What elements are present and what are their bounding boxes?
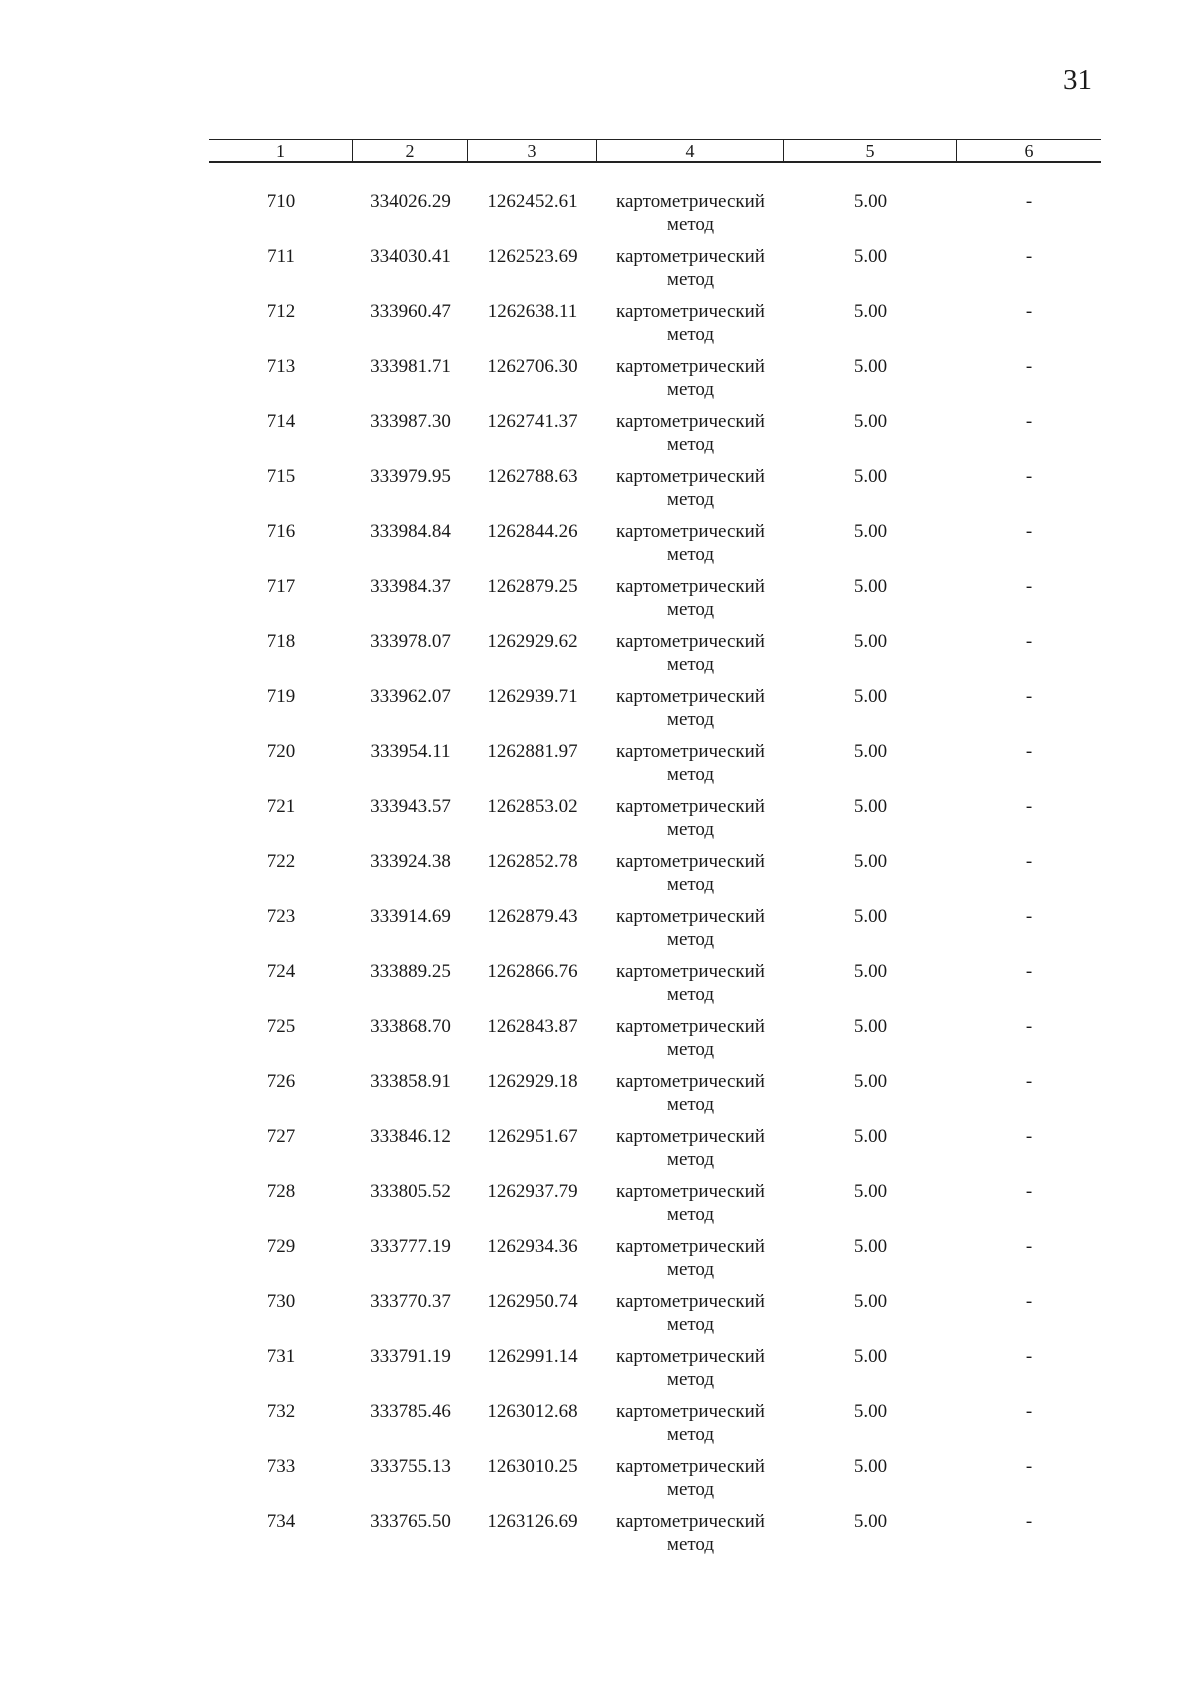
table-row (209, 1125, 1101, 1180)
column-6-value: - (1025, 1016, 1033, 1037)
determination-method: картометрический метод (616, 1181, 765, 1225)
determination-method: картометрический метод (616, 1126, 765, 1170)
header-col-5: 5 (784, 140, 957, 161)
column-6-value: - (1025, 796, 1033, 817)
column-6-value: - (1025, 301, 1033, 322)
column-6-value: - (1025, 1401, 1033, 1422)
table-row (209, 850, 1101, 905)
table-row (209, 960, 1101, 1015)
column-6-value: - (1025, 466, 1033, 487)
coordinate-y: 1263012.68 (487, 1401, 578, 1422)
accuracy-value: 5.00 (853, 741, 888, 762)
determination-method: картометрический метод (616, 191, 765, 235)
point-number: 733 (266, 1456, 296, 1477)
column-6-value: - (1025, 191, 1033, 212)
coordinate-x: 333791.19 (370, 1346, 451, 1367)
accuracy-value: 5.00 (853, 961, 888, 982)
accuracy-value: 5.00 (853, 466, 888, 487)
coordinate-x: 333858.91 (370, 1071, 451, 1092)
coordinate-y: 1262939.71 (487, 686, 578, 707)
coordinate-y: 1262852.78 (487, 851, 578, 872)
table-row (209, 575, 1101, 630)
column-6-value: - (1025, 1511, 1033, 1532)
determination-method: картометрический метод (616, 631, 765, 675)
point-number: 716 (266, 521, 296, 542)
table-row (209, 1070, 1101, 1125)
determination-method: картометрический метод (616, 851, 765, 895)
point-number: 726 (266, 1071, 296, 1092)
table-row (209, 465, 1101, 520)
coordinate-y: 1262452.61 (487, 191, 578, 212)
coordinate-x: 333984.37 (370, 576, 451, 597)
accuracy-value: 5.00 (853, 411, 888, 432)
coordinate-y: 1262879.43 (487, 906, 578, 927)
coordinate-x: 333755.13 (370, 1456, 451, 1477)
determination-method: картометрический метод (616, 906, 765, 950)
accuracy-value: 5.00 (853, 796, 888, 817)
table-row (209, 1180, 1101, 1235)
table-row (209, 740, 1101, 795)
coordinate-x: 333777.19 (370, 1236, 451, 1257)
coordinate-y: 1262638.11 (487, 301, 578, 322)
point-number: 715 (266, 466, 296, 487)
coordinate-y: 1262706.30 (487, 356, 578, 377)
column-6-value: - (1025, 686, 1033, 707)
coordinate-x: 334026.29 (370, 191, 451, 212)
coordinate-y: 1262951.67 (487, 1126, 578, 1147)
coordinate-x: 333987.30 (370, 411, 451, 432)
table-row (209, 300, 1101, 355)
determination-method: картометрический метод (616, 1511, 765, 1555)
column-6-value: - (1025, 741, 1033, 762)
accuracy-value: 5.00 (853, 356, 888, 377)
determination-method: картометрический метод (616, 356, 765, 400)
header-col-6: 6 (1024, 141, 1034, 161)
header-col-4: 4 (597, 140, 784, 161)
point-number: 718 (266, 631, 296, 652)
table-row (209, 245, 1101, 300)
column-6-value: - (1025, 1346, 1033, 1367)
point-number: 722 (266, 851, 296, 872)
column-6-value: - (1025, 1071, 1033, 1092)
coordinate-x: 333943.57 (370, 796, 451, 817)
coordinate-x: 333765.50 (370, 1511, 451, 1532)
coordinate-x: 333805.52 (370, 1181, 451, 1202)
point-number: 732 (266, 1401, 296, 1422)
determination-method: картометрический метод (616, 1401, 765, 1445)
accuracy-value: 5.00 (853, 906, 888, 927)
column-6-value: - (1025, 521, 1033, 542)
coordinate-x: 334030.41 (370, 246, 451, 267)
accuracy-value: 5.00 (853, 1456, 888, 1477)
table-row (209, 190, 1101, 245)
determination-method: картометрический метод (616, 1071, 765, 1115)
table-header (209, 139, 1101, 163)
point-number: 724 (266, 961, 296, 982)
table-row (209, 1400, 1101, 1455)
accuracy-value: 5.00 (853, 1346, 888, 1367)
header-col-1: 1 (209, 140, 353, 161)
point-number: 725 (266, 1016, 296, 1037)
table-row (209, 410, 1101, 465)
column-6-value: - (1025, 1291, 1033, 1312)
table-row (209, 520, 1101, 575)
accuracy-value: 5.00 (853, 1236, 888, 1257)
page-number: 31 (1063, 64, 1092, 96)
coordinate-y: 1262929.18 (487, 1071, 578, 1092)
coordinate-x: 333962.07 (370, 686, 451, 707)
accuracy-value: 5.00 (853, 851, 888, 872)
column-6-value: - (1025, 246, 1033, 267)
point-number: 712 (266, 301, 296, 322)
column-6-value: - (1025, 1181, 1033, 1202)
coordinate-x: 333960.47 (370, 301, 451, 322)
determination-method: картометрический метод (616, 576, 765, 620)
point-number: 720 (266, 741, 296, 762)
coordinate-x: 333785.46 (370, 1401, 451, 1422)
coordinate-y: 1262991.14 (487, 1346, 578, 1367)
point-number: 713 (266, 356, 296, 377)
determination-method: картометрический метод (616, 741, 765, 785)
coordinate-y: 1262929.62 (487, 631, 578, 652)
coordinate-x: 333770.37 (370, 1291, 451, 1312)
coordinate-y: 1263126.69 (487, 1511, 578, 1532)
determination-method: картометрический метод (616, 686, 765, 730)
coordinate-y: 1262881.97 (487, 741, 578, 762)
determination-method: картометрический метод (616, 246, 765, 290)
accuracy-value: 5.00 (853, 576, 888, 597)
point-number: 711 (267, 246, 295, 267)
column-6-value: - (1025, 356, 1033, 377)
coordinate-x: 333979.95 (370, 466, 451, 487)
accuracy-value: 5.00 (853, 246, 888, 267)
determination-method: картометрический метод (616, 961, 765, 1005)
coordinate-y: 1262866.76 (487, 961, 578, 982)
coordinate-x: 333868.70 (370, 1016, 451, 1037)
coordinate-x: 333889.25 (370, 961, 451, 982)
table-row (209, 1290, 1101, 1345)
determination-method: картометрический метод (616, 521, 765, 565)
coordinate-x: 333978.07 (370, 631, 451, 652)
coordinate-y: 1262879.25 (487, 576, 578, 597)
column-6-value: - (1025, 1126, 1033, 1147)
header-col-2: 2 (353, 140, 468, 161)
determination-method: картометрический метод (616, 1016, 765, 1060)
point-number: 710 (266, 191, 296, 212)
determination-method: картометрический метод (616, 1291, 765, 1335)
table-row (209, 1235, 1101, 1290)
accuracy-value: 5.00 (853, 1511, 888, 1532)
coordinate-y: 1262741.37 (487, 411, 578, 432)
coordinate-x: 333924.38 (370, 851, 451, 872)
coordinate-y: 1262934.36 (487, 1236, 578, 1257)
column-6-value: - (1025, 576, 1033, 597)
accuracy-value: 5.00 (853, 1126, 888, 1147)
accuracy-value: 5.00 (853, 1401, 888, 1422)
point-number: 714 (266, 411, 296, 432)
point-number: 719 (266, 686, 296, 707)
table-row (209, 685, 1101, 740)
coordinate-y: 1262788.63 (487, 466, 578, 487)
coordinate-x: 333914.69 (370, 906, 451, 927)
column-6-value: - (1025, 411, 1033, 432)
header-col-3: 3 (468, 140, 597, 161)
column-6-value: - (1025, 631, 1033, 652)
determination-method: картометрический метод (616, 1346, 765, 1390)
column-6-value: - (1025, 906, 1033, 927)
accuracy-value: 5.00 (853, 1071, 888, 1092)
accuracy-value: 5.00 (853, 1016, 888, 1037)
coordinate-x: 333984.84 (370, 521, 451, 542)
accuracy-value: 5.00 (853, 631, 888, 652)
coordinate-y: 1262843.87 (487, 1016, 578, 1037)
coordinate-x: 333954.11 (370, 741, 451, 762)
table-row (209, 905, 1101, 960)
column-6-value: - (1025, 1236, 1033, 1257)
table-row (209, 1510, 1101, 1565)
accuracy-value: 5.00 (853, 301, 888, 322)
point-number: 721 (266, 796, 296, 817)
determination-method: картометрический метод (616, 301, 765, 345)
table-row (209, 355, 1101, 410)
accuracy-value: 5.00 (853, 686, 888, 707)
table-row (209, 1455, 1101, 1510)
accuracy-value: 5.00 (853, 1291, 888, 1312)
table-body (209, 190, 1101, 1565)
column-6-value: - (1025, 851, 1033, 872)
coordinate-y: 1262950.74 (487, 1291, 578, 1312)
coordinate-y: 1262853.02 (487, 796, 578, 817)
point-number: 723 (266, 906, 296, 927)
point-number: 728 (266, 1181, 296, 1202)
table-row (209, 795, 1101, 850)
accuracy-value: 5.00 (853, 191, 888, 212)
table-row (209, 1015, 1101, 1070)
accuracy-value: 5.00 (853, 1181, 888, 1202)
point-number: 729 (266, 1236, 296, 1257)
coordinate-x: 333981.71 (370, 356, 451, 377)
coordinate-y: 1262844.26 (487, 521, 578, 542)
determination-method: картометрический метод (616, 796, 765, 840)
table-row (209, 630, 1101, 685)
point-number: 727 (266, 1126, 296, 1147)
coordinate-y: 1263010.25 (487, 1456, 578, 1477)
column-6-value: - (1025, 961, 1033, 982)
coordinate-x: 333846.12 (370, 1126, 451, 1147)
column-6-value: - (1025, 1456, 1033, 1477)
coordinate-y: 1262937.79 (487, 1181, 578, 1202)
determination-method: картометрический метод (616, 1456, 765, 1500)
determination-method: картометрический метод (616, 466, 765, 510)
point-number: 731 (266, 1346, 296, 1367)
determination-method: картометрический метод (616, 1236, 765, 1280)
point-number: 730 (266, 1291, 296, 1312)
determination-method: картометрический метод (616, 411, 765, 455)
accuracy-value: 5.00 (853, 521, 888, 542)
point-number: 734 (266, 1511, 296, 1532)
point-number: 717 (266, 576, 296, 597)
table-row (209, 1345, 1101, 1400)
coordinate-y: 1262523.69 (487, 246, 578, 267)
